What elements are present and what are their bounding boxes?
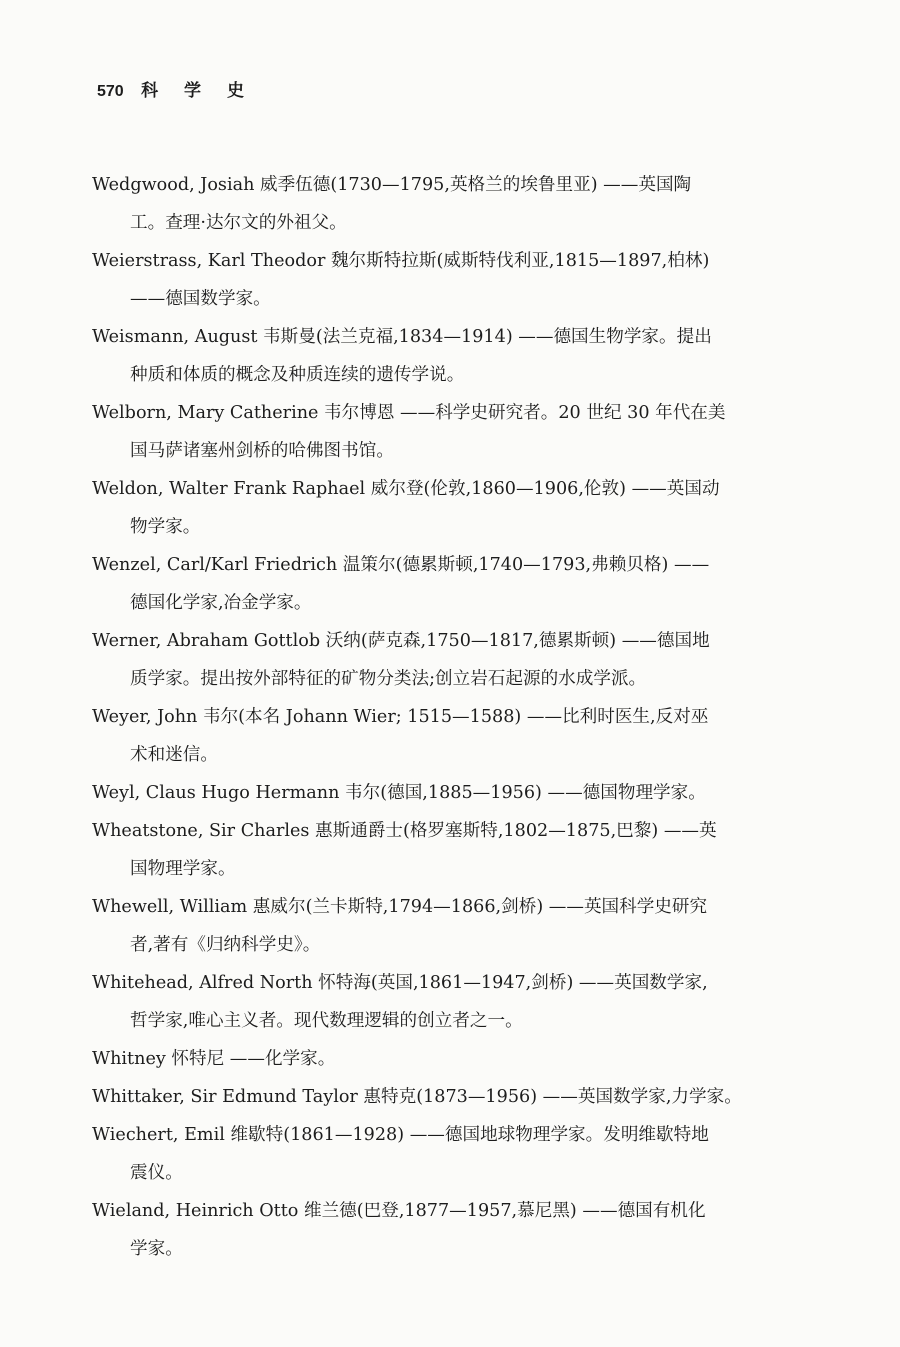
entry-line-1: Wenzel, Carl/Karl Friedrich 温策尔(德累斯顿,1740—1793,弗赖贝格) ——	[92, 555, 710, 575]
page-number: 570	[97, 83, 124, 100]
glossary-entry	[92, 888, 814, 964]
glossary-entry	[92, 1040, 814, 1078]
glossary-entry	[92, 242, 814, 318]
entry-line-2: 哲学家,唯心主义者。现代数理逻辑的创立者之一。	[130, 1011, 523, 1031]
glossary-entries	[92, 166, 814, 1268]
entry-line-1: Weldon, Walter Frank Raphael 威尔登(伦敦,1860—1906,伦敦) ——英国动	[92, 479, 720, 499]
book-title: 科 学 史	[141, 81, 254, 101]
entry-line-1: Weyl, Claus Hugo Hermann 韦尔(德国,1885—1956) ——德国物理学家。	[92, 783, 706, 803]
glossary-entry	[92, 698, 814, 774]
glossary-entry	[92, 774, 814, 812]
glossary-entry	[92, 622, 814, 698]
entry-line-2: 工。查理·达尔文的外祖父。	[130, 213, 347, 233]
entry-line-1: Whewell, William 惠威尔(兰卡斯特,1794—1866,剑桥) ——英国科学史研究	[92, 897, 708, 917]
entry-line-1: Whittaker, Sir Edmund Taylor 惠特克(1873—1956) ——英国数学家,力学家。	[92, 1087, 742, 1107]
entry-line-1: Werner, Abraham Gottlob 沃纳(萨克森,1750—1817,德累斯顿) ——德国地	[92, 631, 710, 651]
entry-line-1: Wieland, Heinrich Otto 维兰德(巴登,1877—1957,慕尼黑) ——德国有机化	[92, 1201, 706, 1221]
glossary-entry	[92, 470, 814, 546]
entry-line-1: Whitehead, Alfred North 怀特海(英国,1861—1947,剑桥) ——英国数学家,	[92, 973, 708, 993]
entry-line-1: Weyer, John 韦尔(本名 Johann Wier; 1515—1588) ——比利时医生,反对巫	[92, 707, 709, 727]
glossary-entry	[92, 166, 814, 242]
entry-line-1: Weierstrass, Karl Theodor 魏尔斯特拉斯(威斯特伐利亚,1815—1897,柏林)	[92, 251, 710, 271]
running-head	[97, 76, 254, 101]
glossary-entry	[92, 964, 814, 1040]
entry-line-1: Welborn, Mary Catherine 韦尔博恩 ——科学史研究者。20 世纪 30 年代在美	[92, 403, 726, 423]
entry-line-2: ——德国数学家。	[130, 289, 271, 309]
entry-line-2: 国物理学家。	[130, 859, 236, 879]
entry-line-2: 种质和体质的概念及种质连续的遗传学说。	[130, 365, 465, 385]
glossary-entry	[92, 546, 814, 622]
entry-line-2: 德国化学家,冶金学家。	[130, 593, 312, 613]
entry-line-1: Wiechert, Emil 维歇特(1861—1928) ——德国地球物理学家。发明维歇特地	[92, 1125, 709, 1145]
entry-line-1: Wheatstone, Sir Charles 惠斯通爵士(格罗塞斯特,1802—1875,巴黎) ——英	[92, 821, 717, 841]
entry-line-2: 国马萨诸塞州剑桥的哈佛图书馆。	[130, 441, 394, 461]
glossary-entry	[92, 1192, 814, 1268]
glossary-entry	[92, 1116, 814, 1192]
glossary-entry	[92, 1078, 814, 1116]
entry-line-2: 者,著有《归纳科学史》。	[130, 935, 321, 955]
glossary-entry	[92, 318, 814, 394]
entry-line-2: 物学家。	[130, 517, 201, 537]
entry-line-1: Weismann, August 韦斯曼(法兰克福,1834—1914) ——德国生物学家。提出	[92, 327, 712, 347]
entry-line-1: Wedgwood, Josiah 威季伍德(1730—1795,英格兰的埃鲁里亚) ——英国陶	[92, 175, 692, 195]
glossary-entry	[92, 394, 814, 470]
entry-line-2: 质学家。提出按外部特征的矿物分类法;创立岩石起源的水成学派。	[130, 669, 647, 689]
glossary-entry	[92, 812, 814, 888]
entry-line-2: 术和迷信。	[130, 745, 218, 765]
entry-line-2: 震仪。	[130, 1163, 183, 1183]
entry-line-1: Whitney 怀特尼 ——化学家。	[92, 1049, 336, 1069]
entry-line-2: 学家。	[130, 1239, 183, 1259]
